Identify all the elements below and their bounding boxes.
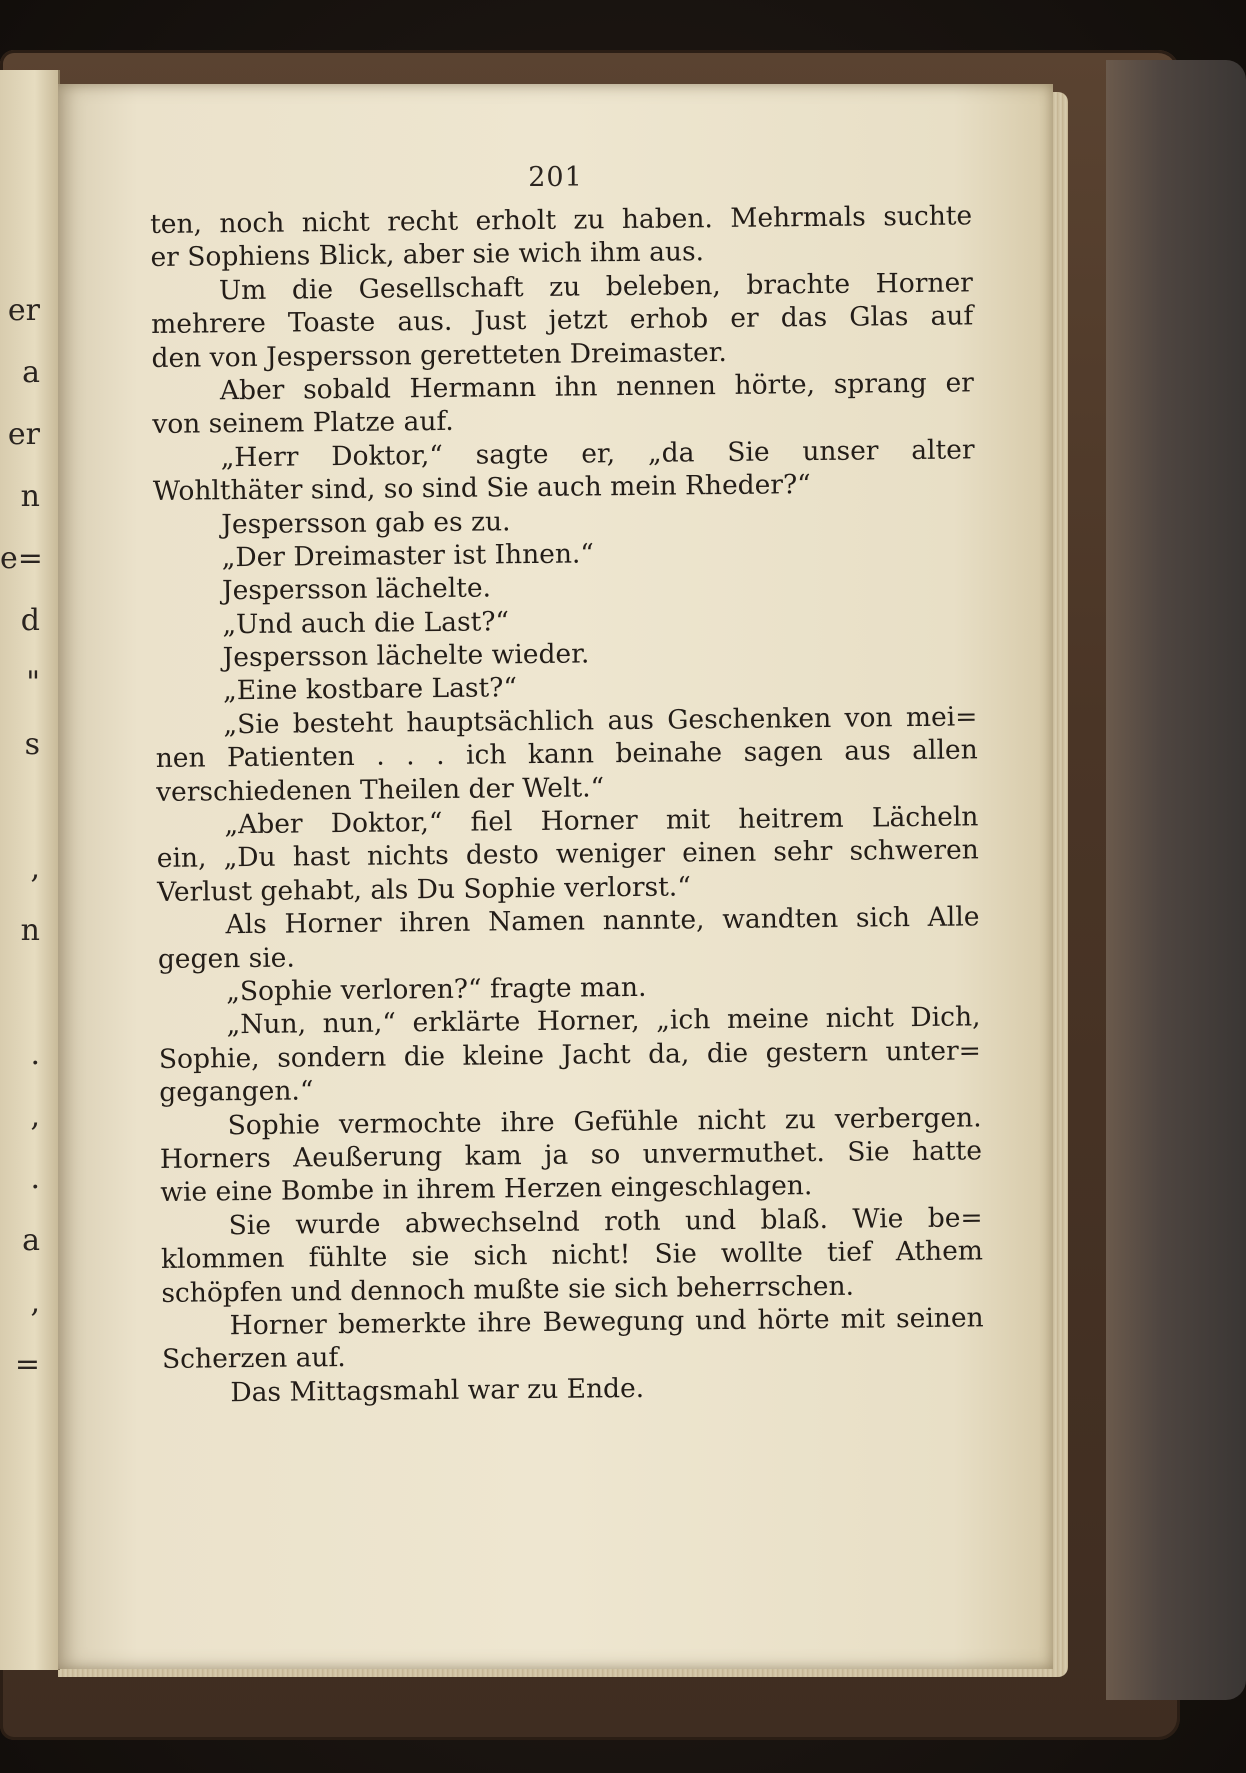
text-line: „Und auch die Last?“	[222, 605, 510, 640]
verso-fragment	[0, 962, 40, 1024]
verso-fragment: d	[20, 603, 40, 638]
text-line: Horners Aeußerung kam ja so unvermuthet. Sie hatte	[159, 1135, 983, 1175]
text-line: Aber sobald Hermann ihn nennen hörte, sprang er	[219, 367, 975, 407]
verso-fragment: "	[26, 665, 40, 700]
recto-page	[58, 84, 1053, 1669]
verso-fragment: a	[22, 1223, 40, 1258]
text-line: von seinem Platze auf.	[152, 406, 454, 441]
verso-fragment: ,	[30, 1099, 40, 1134]
text-line: Wohlthäter sind, so sind Sie auch mein Rheder?“	[152, 469, 811, 508]
text-line: schöpfen und dennoch mußte sie sich beherrschen.	[161, 1270, 855, 1309]
text-line: Sie wurde abwechselnd roth und blaß. Wie be=	[228, 1202, 983, 1241]
text-line: verschiedenen Theilen der Welt.“	[155, 771, 605, 808]
text-line: „Aber Doktor,“ fiel Horner mit heitrem Lächeln	[224, 801, 979, 841]
text-line: Jespersson lächelte.	[221, 572, 492, 607]
verso-fragment: n	[20, 479, 40, 514]
text-line: nen Patienten . . . ich kann beinahe sagen aus allen	[155, 734, 978, 775]
text-line: ein, „Du hast nichts desto weniger einen sehr schweren	[156, 834, 979, 875]
text-line: gegen sie.	[157, 942, 295, 975]
text-line: Horner bemerkte ihre Bewegung und hörte mit seinen	[229, 1302, 984, 1342]
verso-fragment: ,	[30, 851, 40, 886]
verso-fragment: .	[30, 1161, 40, 1196]
verso-fragment: n	[20, 913, 40, 948]
cover-edge	[1106, 60, 1246, 1700]
verso-fragment: =	[14, 1347, 40, 1382]
text-line: Scherzen auf.	[161, 1342, 346, 1376]
text-line: wie eine Bombe in ihrem Herzen eingeschlagen.	[160, 1170, 813, 1209]
text-line: Um die Gesellschaft zu beleben, brachte Horner	[218, 267, 973, 307]
text-line: gegangen.“	[159, 1075, 314, 1109]
text-line: Sophie vermochte ihre Gefühle nicht zu verbergen.	[227, 1101, 982, 1141]
text-line: Jespersson lächelte wieder.	[222, 638, 590, 674]
text-line: „Sie besteht hauptsächlich aus Geschenken von mei=	[223, 701, 978, 741]
verso-fragment: a	[22, 355, 40, 390]
verso-fragment: er	[7, 417, 40, 452]
verso-fragment: e=	[0, 541, 43, 576]
text-line: „Nun, nun,“ erklärte Horner, „ich meine nicht Dich,	[226, 1001, 981, 1041]
text-line: „Eine kostbare Last?“	[222, 672, 518, 707]
text-line: ten, noch nicht recht erholt zu haben. Mehrmals suchte	[150, 200, 973, 240]
text-line: den von Jespersson geretteten Dreimaster.	[151, 336, 728, 374]
verso-fragment: er	[7, 293, 40, 328]
page-number: 201	[528, 162, 583, 193]
body-text	[150, 199, 985, 1410]
text-line: er Sophiens Blick, aber sie wich ihm aus.	[150, 236, 705, 274]
text-line: „Der Dreimaster ist Ihnen.“	[221, 538, 595, 574]
text-line: klommen fühlte sie sich nicht! Sie wollte tief Athem	[160, 1235, 984, 1276]
text-line: Jespersson gab es zu.	[221, 505, 511, 540]
text-line: „Herr Doktor,“ sagte er, „da Sie unser alter	[220, 434, 975, 474]
verso-margin-text	[0, 280, 43, 1396]
verso-fragment	[0, 776, 40, 838]
text-line: mehrere Toaste aus. Just jetzt erhob er das Glas auf	[151, 300, 974, 341]
text-line: Als Horner ihren Namen nannte, wandten sich Alle	[225, 901, 980, 941]
verso-fragment: .	[30, 1037, 40, 1072]
text-line: Das Mittagsmahl war zu Ende.	[230, 1372, 645, 1408]
verso-page	[0, 70, 60, 1670]
text-line: „Sophie verloren?“ fragte man.	[226, 971, 647, 1008]
text-line: Sophie, sondern die kleine Jacht da, die gestern unter=	[158, 1035, 982, 1075]
verso-fragment: ,	[30, 1285, 40, 1320]
verso-fragment: s	[24, 727, 40, 762]
text-line: Verlust gehabt, als Du Sophie verlorst.“	[157, 871, 691, 908]
